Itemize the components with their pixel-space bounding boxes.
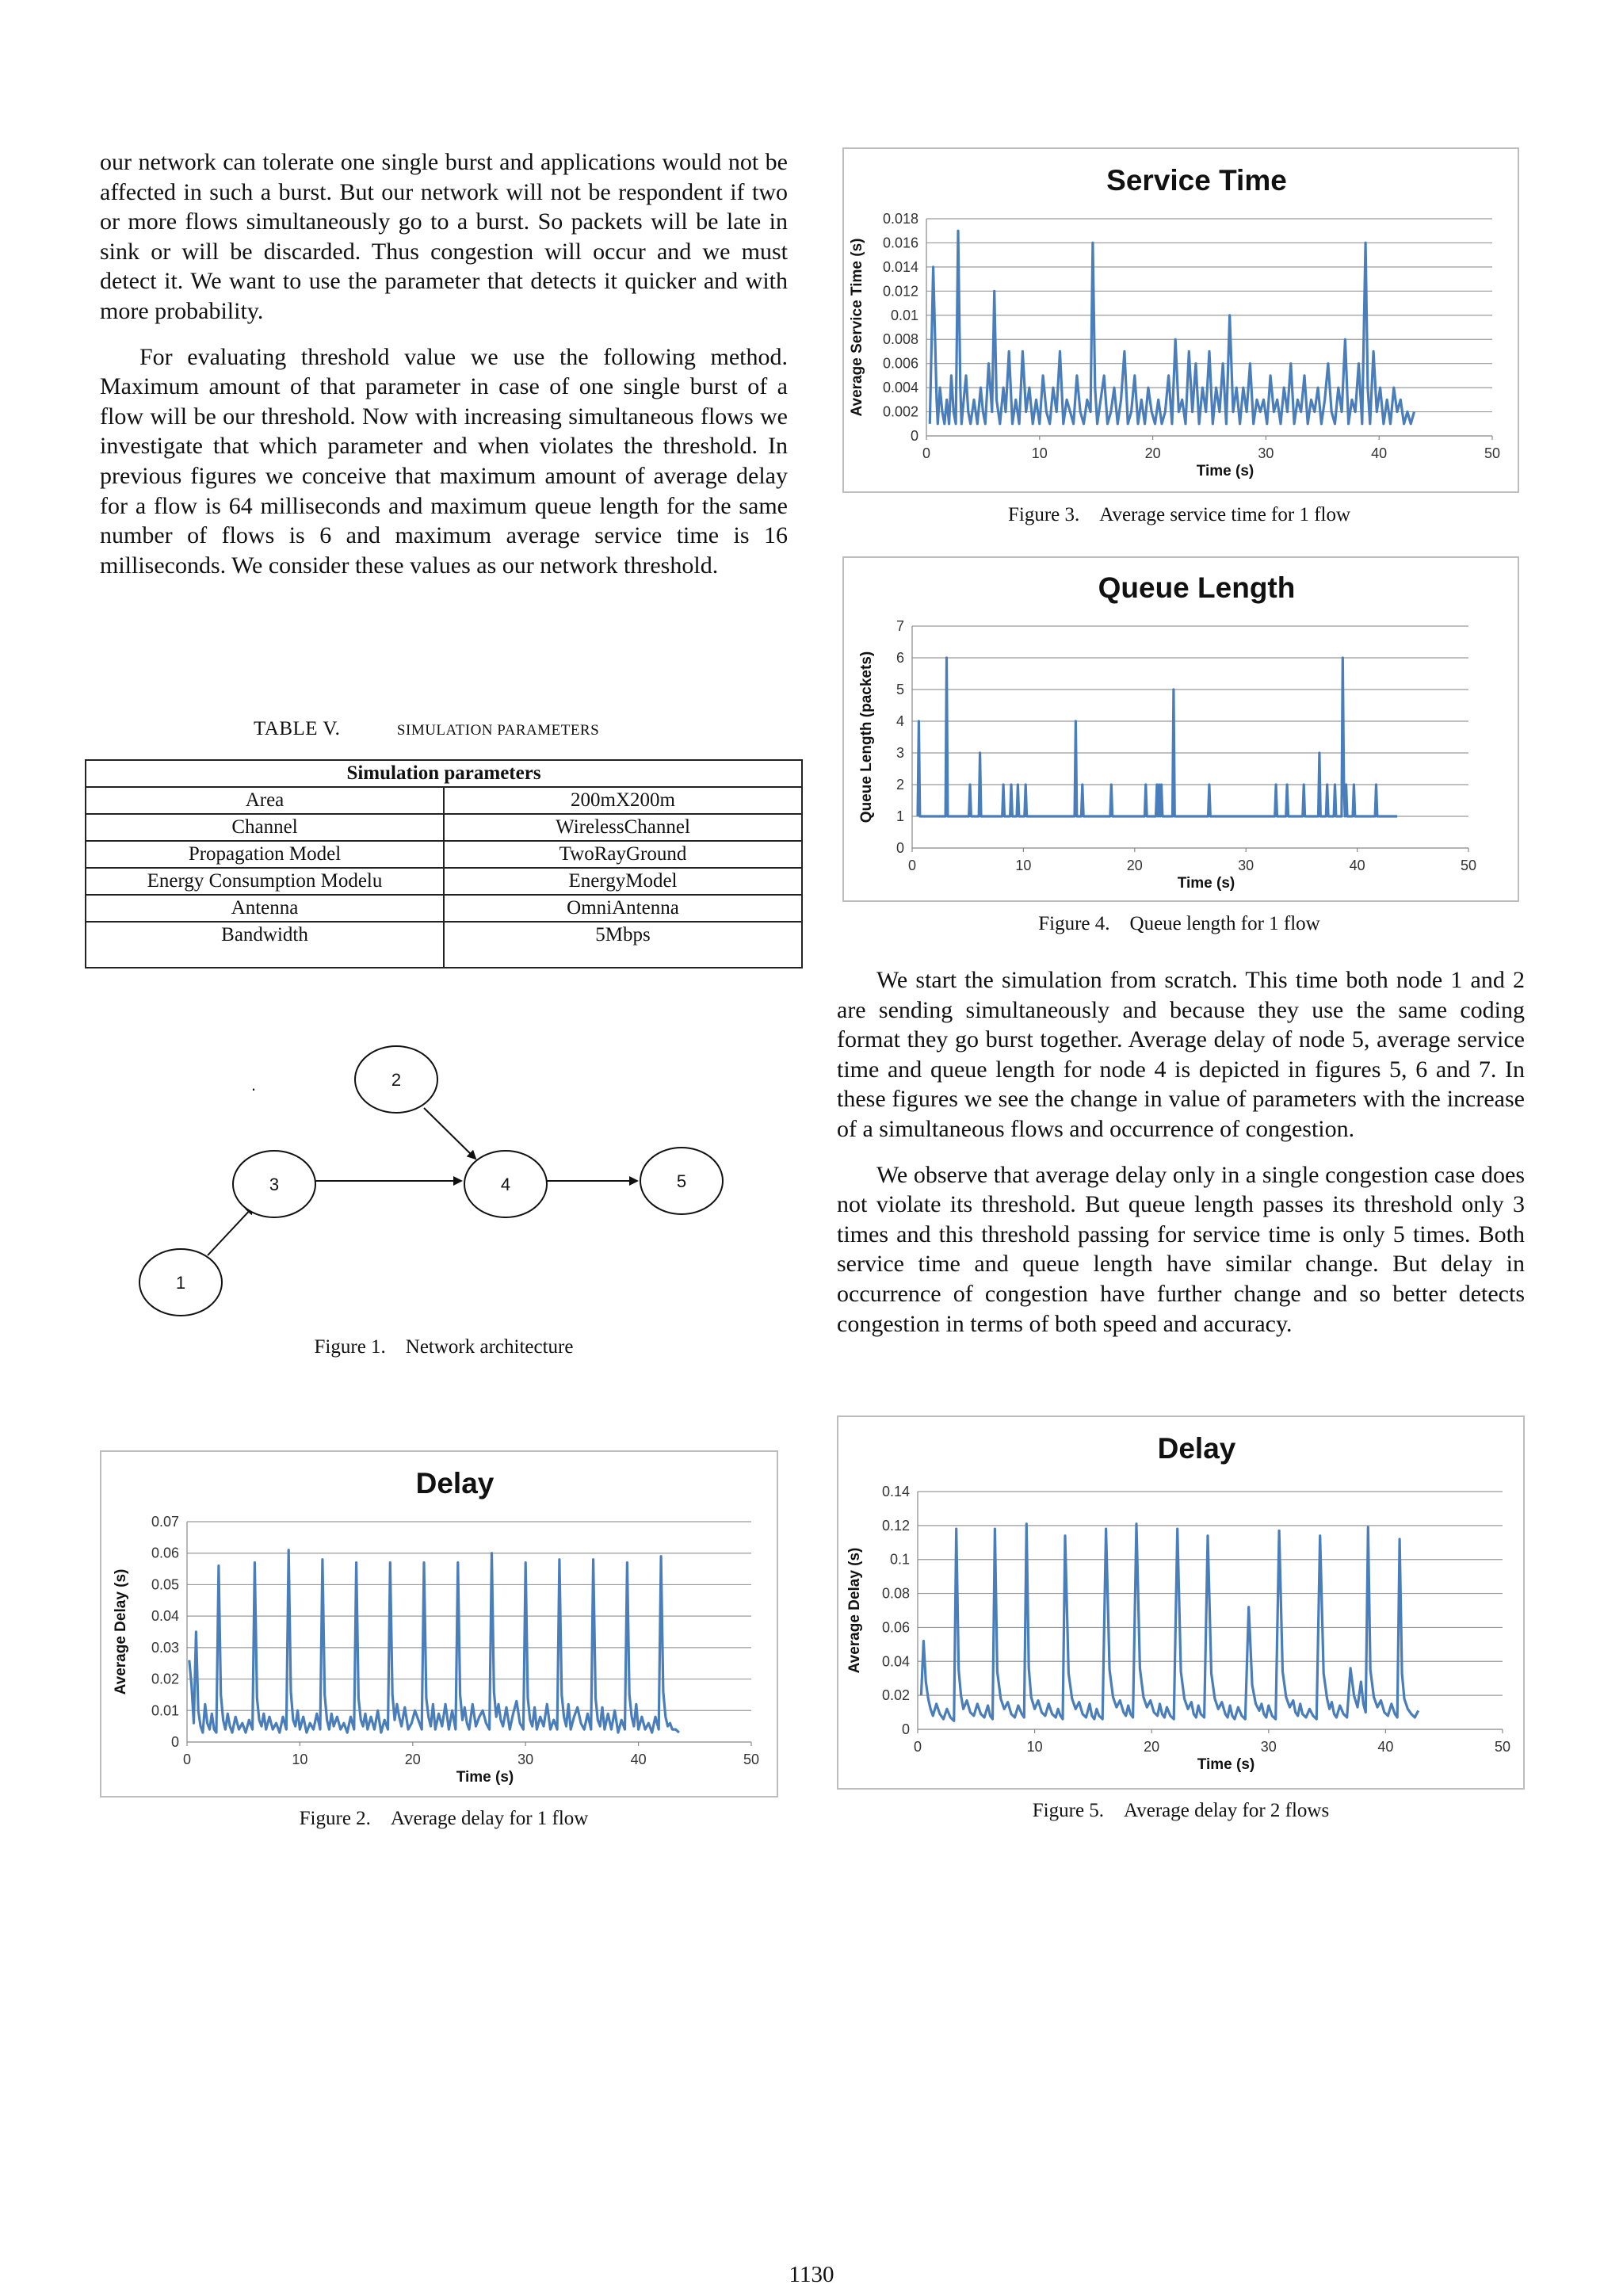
chart-title: Service Time xyxy=(1106,164,1287,197)
node-3 xyxy=(233,1151,315,1217)
x-tick-label: 0 xyxy=(913,1739,922,1755)
node-1 xyxy=(139,1249,222,1316)
x-axis-title: Time (s) xyxy=(456,1769,514,1786)
y-tick-label: 0.01 xyxy=(890,307,918,323)
table-number: TABLE V. xyxy=(254,718,341,739)
fig5-svg xyxy=(838,1417,1523,1788)
x-tick-label: 40 xyxy=(1371,445,1388,461)
table-param-name: Antenna xyxy=(86,895,444,922)
x-tick-label: 10 xyxy=(1031,445,1048,461)
x-tick-label: 40 xyxy=(1377,1739,1394,1755)
table-caption xyxy=(254,718,666,740)
y-tick-label: 0.006 xyxy=(882,355,918,372)
table-param-name: Propagation Model xyxy=(86,841,444,868)
x-tick-label: 10 xyxy=(1026,1739,1043,1755)
figure-5-chart xyxy=(837,1415,1525,1790)
left-paragraph-2: For evaluating threshold value we use the following method. Maximum amount of that parameter in case of one single burst of a flow will be our threshold. Now with increasing simultaneous flows we investigate that which parameter and when violates the threshold. In previous figures we conceive that maximum amount of average delay for a flow is 64 milliseconds and maximum queue length for the same number of flows is 6 and maximum average service time is 16 milliseconds. We consider these values as our network threshold. xyxy=(100,343,788,579)
y-tick-label: 0.014 xyxy=(882,258,918,275)
table-param-value: WirelessChannel xyxy=(444,814,802,841)
y-tick-label: 0.02 xyxy=(151,1671,179,1687)
x-tick-label: 10 xyxy=(292,1752,308,1767)
table-param-value: TwoRayGround xyxy=(444,841,802,868)
x-tick-label: 20 xyxy=(1144,1739,1160,1755)
x-tick-label: 0 xyxy=(922,445,931,461)
x-tick-label: 50 xyxy=(1494,1739,1511,1755)
y-axis-title: Average Delay (s) xyxy=(113,1568,129,1695)
y-tick-label: 3 xyxy=(896,745,904,761)
series-line xyxy=(921,1524,1418,1721)
x-tick-label: 0 xyxy=(907,858,917,873)
node-4-label: 4 xyxy=(500,1175,511,1194)
table-param-value: 200mX200m xyxy=(444,787,802,814)
y-tick-label: 0.02 xyxy=(881,1687,910,1704)
y-tick-label: 0.1 xyxy=(889,1551,910,1568)
y-axis-title: Average Delay (s) xyxy=(846,1547,863,1674)
series-line xyxy=(930,231,1414,424)
page-number: 1130 xyxy=(789,2262,834,2287)
x-tick-label: 30 xyxy=(517,1752,534,1767)
y-tick-label: 7 xyxy=(896,618,904,634)
y-tick-label: 0 xyxy=(901,1721,910,1737)
stray-dot: . xyxy=(251,1075,257,1095)
table-row xyxy=(86,841,802,868)
y-tick-label: 0.012 xyxy=(882,283,918,300)
y-tick-label: 0.06 xyxy=(151,1545,179,1561)
figure-5-caption: Figure 5. Average delay for 2 flows xyxy=(1032,1800,1330,1821)
fig3-svg xyxy=(844,149,1518,491)
left-paragraph-1: our network can tolerate one single burst and applications would not be affected in such a burst. But our network will not be respondent if two or more flows simultaneously go to a burst. So packets will be late in sink or will be discarded. Thus congestion will occur and we must detect it. We want to use the parameter that detects it quicker and with more probability. xyxy=(100,149,788,324)
left-column-text xyxy=(100,147,788,596)
network-architecture-diagram xyxy=(127,1030,777,1331)
node-2 xyxy=(355,1046,437,1113)
node-2-label: 2 xyxy=(391,1070,402,1090)
y-tick-label: 0.06 xyxy=(881,1619,910,1636)
y-tick-label: 0.14 xyxy=(881,1484,910,1499)
node-4 xyxy=(464,1151,547,1217)
x-tick-label: 20 xyxy=(1144,445,1161,461)
figure-4-caption: Figure 4. Queue length for 1 flow xyxy=(1038,913,1320,934)
chart-title: Delay xyxy=(1157,1432,1236,1465)
fig2-svg xyxy=(101,1452,777,1796)
table-param-value: OmniAntenna xyxy=(444,895,802,922)
x-axis-title: Time (s) xyxy=(1177,875,1235,892)
simulation-parameters-table xyxy=(85,759,803,968)
y-tick-label: 6 xyxy=(896,650,904,666)
y-tick-label: 4 xyxy=(896,713,904,729)
chart-title: Delay xyxy=(415,1467,495,1499)
table-row xyxy=(86,895,802,922)
fig4-svg xyxy=(844,558,1518,900)
right-paragraph-2: We observe that average delay only in a single congestion case does not violate its threshold. But queue length passes its threshold only 3 times and this threshold passing for service time is only 5 times. Both service time and queue length have similar change. But delay in occurrence of congestion have further change and so better detects congestion in terms of both speed and accuracy. xyxy=(837,1161,1525,1337)
table-row xyxy=(86,922,802,968)
x-tick-label: 30 xyxy=(1238,858,1254,873)
table-header: Simulation parameters xyxy=(86,760,802,787)
y-tick-label: 0.008 xyxy=(882,331,918,348)
figure-2-chart xyxy=(100,1450,778,1797)
y-tick-label: 0.04 xyxy=(881,1653,910,1670)
y-axis-title: Queue Length (packets) xyxy=(858,651,875,823)
y-tick-label: 0.08 xyxy=(881,1585,910,1602)
network-svg xyxy=(127,1030,777,1331)
y-tick-label: 0.016 xyxy=(882,235,918,251)
series-line xyxy=(918,658,1397,816)
y-tick-label: 0 xyxy=(170,1734,179,1750)
x-tick-label: 50 xyxy=(743,1752,760,1767)
x-tick-label: 50 xyxy=(1484,445,1501,461)
x-tick-label: 20 xyxy=(404,1752,421,1767)
node-3-label: 3 xyxy=(269,1175,280,1194)
y-tick-label: 0 xyxy=(896,840,904,856)
y-tick-label: 1 xyxy=(896,808,904,824)
y-axis-title: Average Service Time (s) xyxy=(849,238,865,417)
table-row xyxy=(86,814,802,841)
y-tick-label: 5 xyxy=(896,682,904,697)
y-tick-label: 0.018 xyxy=(882,211,918,227)
figure-2-caption: Figure 2. Average delay for 1 flow xyxy=(299,1808,589,1829)
x-axis-title: Time (s) xyxy=(1197,1756,1255,1773)
table-param-name: Channel xyxy=(86,814,444,841)
y-tick-label: 2 xyxy=(896,777,904,793)
table-row xyxy=(86,868,802,895)
x-tick-label: 30 xyxy=(1260,1739,1277,1755)
figure-3-caption: Figure 3. Average service time for 1 flow xyxy=(1007,504,1351,525)
edge-1-3 xyxy=(208,1206,254,1255)
table-param-value: 5Mbps xyxy=(444,922,802,968)
table-param-name: Energy Consumption Modelu xyxy=(86,868,444,895)
table-title: SIMULATION PARAMETERS xyxy=(396,722,600,739)
figure-1-caption: Figure 1. Network architecture xyxy=(314,1336,574,1358)
x-tick-label: 40 xyxy=(1349,858,1365,873)
y-tick-label: 0.04 xyxy=(151,1608,179,1625)
series-line xyxy=(189,1550,679,1733)
x-tick-label: 0 xyxy=(182,1752,192,1767)
y-tick-label: 0.12 xyxy=(881,1517,910,1534)
node-5 xyxy=(640,1148,723,1214)
table-param-name: Area xyxy=(86,787,444,814)
y-tick-label: 0.07 xyxy=(151,1514,179,1530)
table-param-name: Bandwidth xyxy=(86,922,444,968)
table-param-value: EnergyModel xyxy=(444,868,802,895)
y-tick-label: 0.01 xyxy=(151,1702,179,1719)
x-tick-label: 20 xyxy=(1126,858,1143,873)
chart-title: Queue Length xyxy=(1098,571,1296,604)
y-tick-label: 0.004 xyxy=(882,380,918,396)
x-axis-title: Time (s) xyxy=(1196,463,1254,479)
edge-2-4 xyxy=(424,1108,475,1159)
x-tick-label: 50 xyxy=(1460,858,1477,873)
right-paragraph-1: We start the simulation from scratch. This time both node 1 and 2 are sending simultaneously and because they use the same coding format they go burst together. Average delay of node 5, average service time and queue length for node 4 is depicted in figures 5, 6 and 7. In these figures we see the change in value of parameters with the increase of a simultaneous flows and occurrence of congestion. xyxy=(837,967,1525,1142)
figure-3-chart xyxy=(842,147,1519,493)
y-tick-label: 0 xyxy=(910,428,918,444)
x-tick-label: 10 xyxy=(1015,858,1032,873)
y-tick-label: 0.03 xyxy=(151,1639,179,1656)
y-tick-label: 0.05 xyxy=(151,1576,179,1593)
right-column-text xyxy=(837,965,1525,1354)
x-tick-label: 30 xyxy=(1258,445,1274,461)
y-tick-label: 0.002 xyxy=(882,403,918,420)
x-tick-label: 40 xyxy=(630,1752,647,1767)
table-row xyxy=(86,787,802,814)
figure-4-chart xyxy=(842,556,1519,902)
node-1-label: 1 xyxy=(175,1273,186,1293)
node-5-label: 5 xyxy=(676,1171,687,1191)
